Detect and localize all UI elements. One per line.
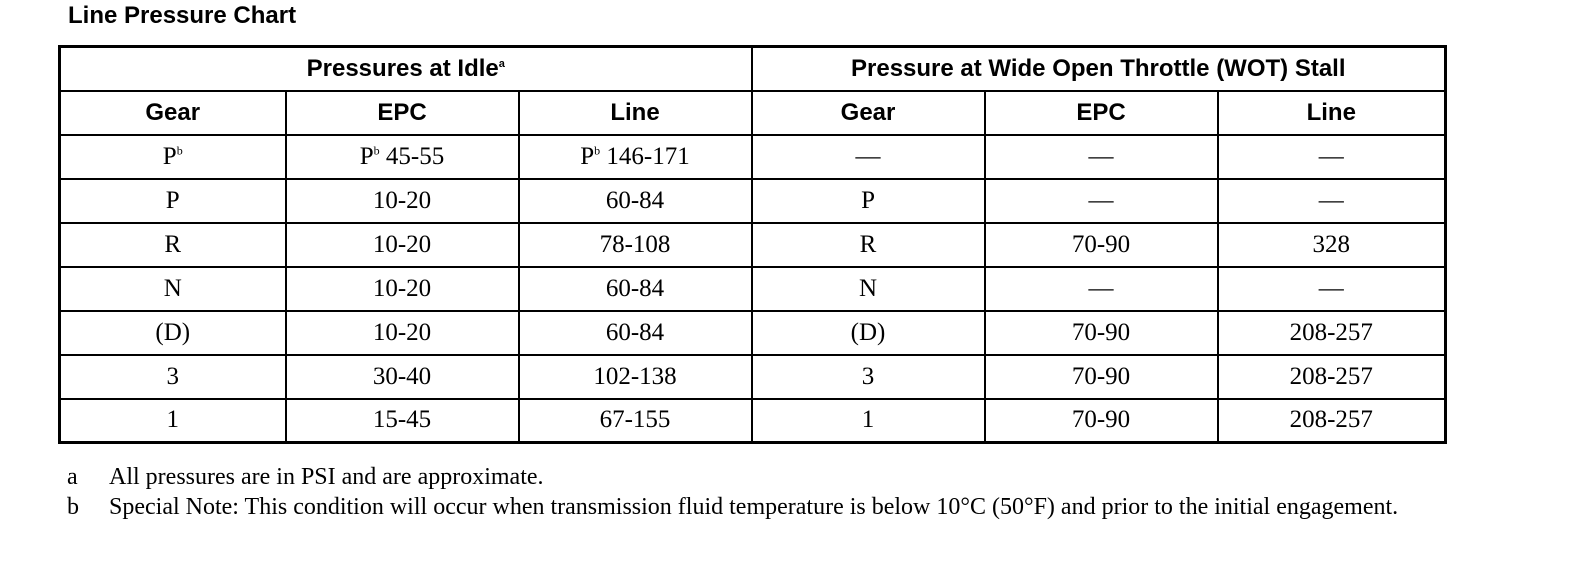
idle-epc-cell: 10-20	[286, 223, 519, 267]
idle-gear-cell	[60, 135, 286, 179]
table-row	[60, 311, 1446, 355]
idle-epc-cell: 10-20	[286, 311, 519, 355]
cell-prefix: P	[580, 142, 595, 170]
footnote	[67, 492, 1467, 522]
idle-epc-cell: 15-45	[286, 399, 519, 443]
table-row	[60, 399, 1446, 443]
idle-line-cell: 60-84	[519, 267, 752, 311]
idle-line-cell	[519, 135, 752, 179]
footnote-text: All pressures are in PSI and are approximate.	[109, 464, 544, 490]
footnote	[67, 462, 1467, 492]
idle-gear-cell: 3	[60, 355, 286, 399]
idle-line-cell: 67-155	[519, 399, 752, 443]
idle-epc-cell: 10-20	[286, 179, 519, 223]
idle-epc-cell	[286, 135, 519, 179]
table-row	[60, 179, 1446, 223]
column-header: Gear	[60, 91, 286, 135]
idle-group-label: Pressures at Idle	[306, 54, 499, 82]
idle-gear-cell: P	[60, 179, 286, 223]
idle-epc-cell: 10-20	[286, 267, 519, 311]
table-row	[60, 135, 1446, 179]
footnote-ref-b: b	[176, 143, 183, 158]
wot-gear-cell: R	[752, 223, 985, 267]
cell-value: 45-55	[379, 142, 445, 170]
idle-line-cell: 60-84	[519, 179, 752, 223]
wot-epc-cell: —	[985, 135, 1218, 179]
column-header: EPC	[286, 91, 519, 135]
footnote-ref-b: b	[594, 143, 601, 158]
table-row	[60, 355, 1446, 399]
wot-epc-cell: 70-90	[985, 355, 1218, 399]
idle-line-cell: 102-138	[519, 355, 752, 399]
footnote-ref-a: a	[498, 57, 505, 70]
wot-epc-cell: 70-90	[985, 311, 1218, 355]
wot-epc-cell: —	[985, 179, 1218, 223]
wot-gear-cell: 1	[752, 399, 985, 443]
wot-epc-cell: 70-90	[985, 223, 1218, 267]
column-header-row	[60, 91, 1446, 135]
page-title: Line Pressure Chart	[68, 2, 297, 29]
wot-line-cell: 328	[1218, 223, 1446, 267]
cell-value: 146-171	[600, 142, 690, 170]
column-header: Line	[1218, 91, 1446, 135]
column-header: Gear	[752, 91, 985, 135]
wot-epc-cell: 70-90	[985, 399, 1218, 443]
idle-epc-cell: 30-40	[286, 355, 519, 399]
table-row	[60, 223, 1446, 267]
wot-gear-cell: P	[752, 179, 985, 223]
wot-gear-cell: N	[752, 267, 985, 311]
idle-gear-cell: 1	[60, 399, 286, 443]
wot-group-header: Pressure at Wide Open Throttle (WOT) Stall	[752, 47, 1446, 91]
wot-line-cell: —	[1218, 267, 1446, 311]
idle-line-cell: 78-108	[519, 223, 752, 267]
wot-gear-cell: (D)	[752, 311, 985, 355]
wot-gear-cell: 3	[752, 355, 985, 399]
idle-group-header	[60, 47, 752, 91]
wot-epc-cell: —	[985, 267, 1218, 311]
footnotes	[67, 462, 1467, 522]
footnote-ref-b: b	[373, 143, 380, 158]
cell-value: P	[162, 142, 177, 170]
footnote-text: Special Note: This condition will occur when transmission fluid temperature is below 10°C (50°F) and prior to the initial engagement.	[109, 494, 1399, 520]
wot-line-cell: —	[1218, 179, 1446, 223]
wot-line-cell: 208-257	[1218, 355, 1446, 399]
footnote-mark: a	[67, 464, 78, 490]
column-header: Line	[519, 91, 752, 135]
footnote-mark: b	[67, 494, 79, 520]
wot-line-cell: 208-257	[1218, 399, 1446, 443]
wot-line-cell: —	[1218, 135, 1446, 179]
wot-line-cell: 208-257	[1218, 311, 1446, 355]
table-row	[60, 267, 1446, 311]
column-header: EPC	[985, 91, 1218, 135]
group-header-row	[60, 47, 1446, 91]
wot-gear-cell: —	[752, 135, 985, 179]
cell-prefix: P	[359, 142, 374, 170]
line-pressure-table	[58, 45, 1447, 444]
idle-gear-cell: N	[60, 267, 286, 311]
idle-gear-cell: (D)	[60, 311, 286, 355]
idle-line-cell: 60-84	[519, 311, 752, 355]
idle-gear-cell: R	[60, 223, 286, 267]
